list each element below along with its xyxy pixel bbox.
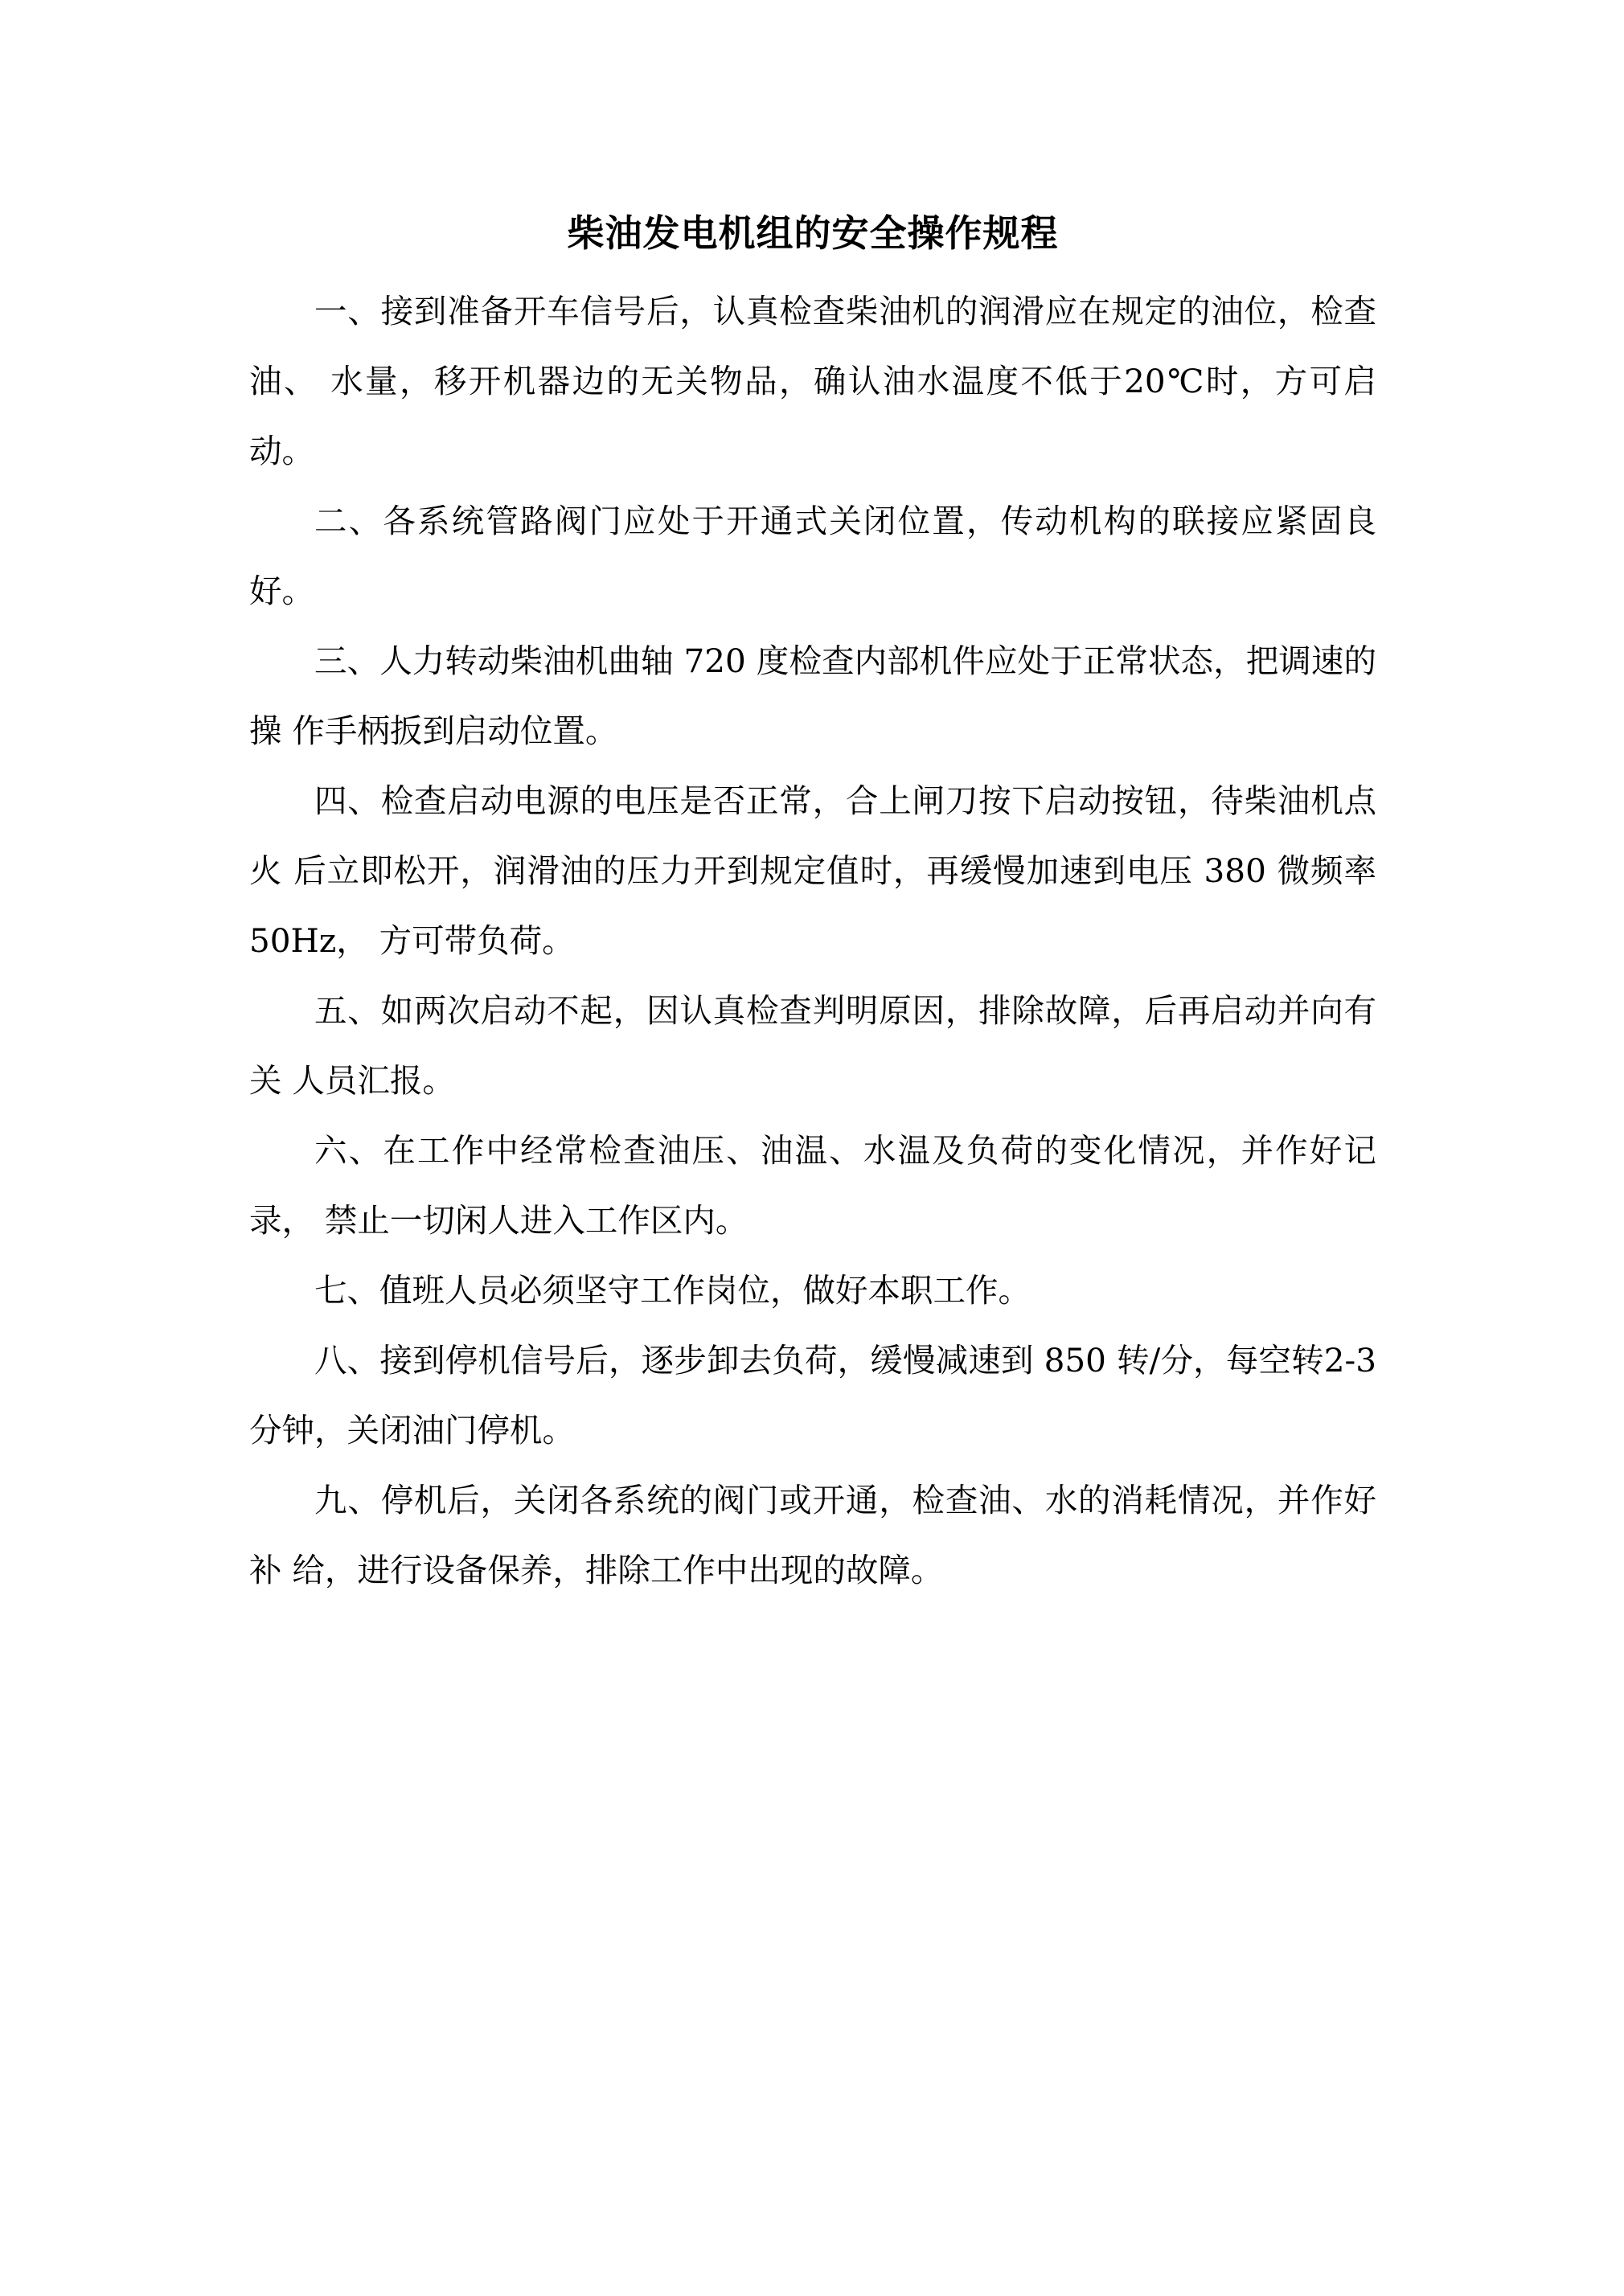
paragraph-6: 六、在工作中经常检查油压、油温、水温及负荷的变化情况，并作好记录， 禁止一切闲人进入工作区内。 [249, 1131, 1376, 1240]
page-title: 柴油发电机组的安全操作规程 [567, 211, 1059, 255]
paragraph-9: 九、停机后，关闭各系统的阀门或开通，检查油、水的消耗情况，并作好补 给，进行设备保养，排除工作中出现的故障。 [249, 1481, 1376, 1590]
paragraph-1: 一、接到准备开车信号后，认真检查柴油机的润滑应在规定的油位，检查油、 水量，移开机器边的无关物品，确认油水温度不低于20℃时，方可启动。 [249, 292, 1376, 471]
paragraph-4: 四、检查启动电源的电压是否正常，合上闸刀按下启动按钮，待柴油机点火 后立即松开，润滑油的压力开到规定值时，再缓慢加速到电压 380 微频率 50Hz， 方可带负荷。 [249, 781, 1376, 961]
paragraph-3: 三、人力转动柴油机曲轴 720 度检查内部机件应处于正常状态，把调速的操 作手柄扳到启动位置。 [249, 642, 1376, 751]
paragraph-2: 二、各系统管路阀门应处于开通式关闭位置，传动机构的联接应紧固良好。 [249, 502, 1376, 611]
paragraph-5: 五、如两次启动不起，因认真检查判明原因，排除故障，后再启动并向有关 人员汇报。 [249, 991, 1376, 1101]
document-body [249, 205, 1376, 1605]
paragraph-8: 八、接到停机信号后，逐步卸去负荷，缓慢减速到 850 转/分，每空转2-3 分钟，关闭油门停机。 [249, 1341, 1376, 1450]
paragraph-7: 七、值班人员必须坚守工作岗位，做好本职工作。 [314, 1271, 1031, 1310]
